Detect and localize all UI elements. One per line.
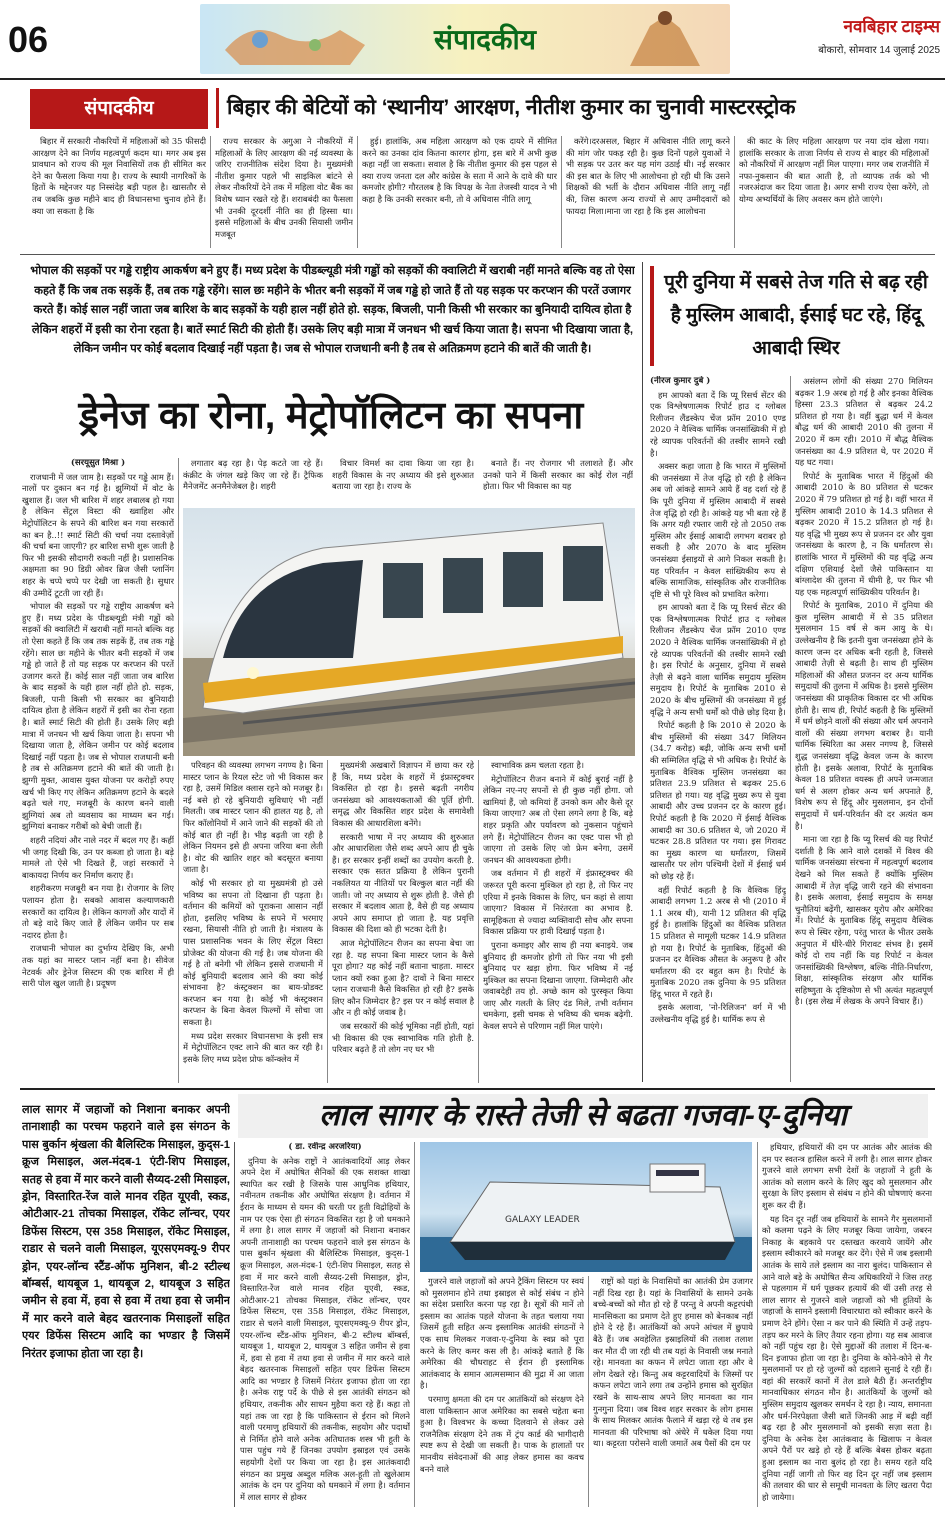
muslim-para: हम आपको बता दें कि प्यू रिसर्च सेंटर की एक विश्लेषणात्मक रिपोर्ट हाउ द ग्लोबल रिलीजन लैंडस्केप चेंज फ्रॉम 2010 एण्ड 2020 ने वैश्विक धार्मिक जनसांख्यिकी में हो रहे व्यापक परिवर्तनों की तस्वीर सामने रखी है। इस रिपोर्ट के अनुसार, दुनिया में सबसे तेज़ी से बढ़ने वाला धार्मिक समुदाय मुस्लिम समुदाय है। रिपोर्ट के मुताबिक 2010 से 2020 के बीच मुस्लिमों की जनसंख्या में हुई वृद्धि ने अन्य सभी धर्मों को पीछे छोड़ दिया है।	[650, 602, 786, 717]
drainage-para: भोपाल की सड़कों पर गड्ढे राष्ट्रीय आकर्षण बने हुए हैं। मध्य प्रदेश के पीडब्ल्यूडी मंत्री गड्ढों को सड़कों की क्वालिटी में खराबी नहीं मानते बल्कि वह तो ऐसा कहते हैं कि जब तक सड़कें हैं, तब तक गड्ढे रहेंगे। साल छः महीने के भीतर बनी सड़कों में जब गड्ढे हो जाते हैं तो यह सड़क पर करप्शन की परतें उजागर करते हैं। कोई साल नहीं जाता जब बारिश के बाद सड़कों के यही हाल नहीं होते हो. सड़क, बिजली, पानी किसी भी सरकार का बुनियादी दायित्व होता है लेकिन शहरों में इसी का रोना रहता है। बातें स्मार्ट सिटी की होती हैं। उसके लिए बड़ी मात्रा में जनधन भी खर्च किया जाता है। सपना भी दिखाया जाता है, लेकिन जमीन पर कोई बदलाव दिखाई नहीं पड़ता है। जब से भोपाल राजधानी बनी है तब से अतिक्रमण हटाने की बातें की जाती है। झुग्गी मुक्त, आवास युक्त योजना पर करोड़ों रुपए खर्च भी किए गए लेकिन अतिक्रमण हटाने के बदले बढ़ते चले गए, मजबूरी के कारण बनने वाली झुग्गियां अब तो व्यवसाय का माध्यम बन गई। झुग्गियां बनाकर गरीबों को बेची जाती हैं।	[22, 601, 174, 832]
redsea-col-4	[762, 1142, 932, 1507]
drainage-para: जब वर्तमान में ही शहरों में इंफ्रास्ट्रक्चर की जरूरत पूरी करना मुश्किल हो रहा है, तो फिर नए एरिया में इनके विकास के लिए, धन कहां से लाया जाएगा? विकास में निरंतरता का अभाव है. सामूहिकता से ज्यादा व्यक्तिवादी सोच और सपना विकास प्रक्रिया पर हावी दिखाई पड़ता है।	[483, 868, 633, 937]
muslim-para: रिपोर्ट कहती है कि 2010 से 2020 के बीच मुस्लिमों की संख्या 347 मिलियन (34.7 करोड़) बढ़ी, जोकि अन्य सभी धर्मों की सम्मिलित वृद्धि से भी अधिक है। रिपोर्ट के मुताबिक वैश्विक मुस्लिम जनसंख्या का प्रतिशत 23.9 प्रतिशत से बढ़कर 25.6 प्रतिशत हो गया। यह वृद्धि मुख्य रूप से युवा आबादी और उच्च प्रजनन दर के कारण हुई। रिपोर्ट कहती है कि 2020 में ईसाई वैश्विक आबादी का 30.6 प्रतिशत थे, जो 2020 में घटकर 28.8 प्रतिशत पर गया। इस गिरावट का मुख्य कारण था धर्मांतरण, जिसमें खासतौर पर लोग पश्चिमी देशों में ईसाई धर्म को छोड़ रहे हैं।	[650, 720, 786, 881]
muslim-col-2	[795, 376, 933, 1082]
divider	[478, 760, 479, 1083]
divider	[588, 1276, 589, 1507]
divider	[642, 262, 643, 1082]
redsea-byline: ( डा. रवीन्द्र अरजरिया)	[288, 1142, 362, 1152]
divider	[210, 136, 211, 248]
divider	[757, 1142, 758, 1507]
drainage-bottom-col-1	[183, 760, 323, 1083]
drainage-bottom-col-3	[483, 760, 633, 1083]
divider	[357, 136, 358, 248]
drainage-top-col-1	[183, 458, 323, 504]
editorial-label: संपादकीय	[30, 89, 208, 129]
drainage-left-column	[22, 458, 174, 1083]
divider	[790, 376, 791, 1082]
drainage-headline: ड्रेनेज का रोना, मेट्रोपॉलिटन का सपना	[78, 395, 584, 437]
redsea-col-3	[593, 1276, 753, 1507]
redsea-headline: लाल सागर के रास्ते तेजी से बढता गजवा-ए-दुनिया	[238, 1094, 928, 1138]
cargo-ship-photo	[420, 1142, 752, 1272]
drainage-para: राजधानी भोपाल का दुर्भाग्य देखिए कि, अभी तक यहां का मास्टर प्लान नहीं बना है। सीवेज नेटवर्क और ड्रेनेज सिस्टम की एक बारिश में ही सारी पोल खुल जाती है। प्रदूषण	[22, 943, 174, 989]
drainage-para: मुख्यमंत्री अखबारों विज्ञापन में छाया कर रहे हैं कि, मध्य प्रदेश के शहरों में इंफ्रास्ट्रक्चर विकसित हो रहा है। इससे बढ़ती नगरीय जनसंख्या को आवश्यकताओं की पूर्ति होगी. समृद्ध और विकसित शहर प्रदेश के समावेशी विकास की आधारशिला बनेंगे।	[332, 760, 474, 828]
drainage-para: लगातार बढ़ रहा है। पेड़ कटते जा रहे हैं। कंक्रीट के जंगल खड़े किए जा रहे हैं। ट्रैफिक मैनेजमेंट अनमैनेजेबल है। शहरी	[183, 458, 323, 492]
muslim-byline: (नीरज कुमार दुबे )	[650, 376, 711, 386]
divider	[178, 458, 179, 1083]
redsea-para: हथियार, हथियारों की दम पर आतंक और आतंक की दम पर स्वतन्त्र हासिल करने में लगी है। लाल सागर होकर गुजरने वाले लगभग सभी देशों के जहाजों ने हूती के आतंक को सलाम करने के लिए खुद को मुसलमान और सुरक्षा के लिए इस्लाम से संबंध न होने की घोषणाएं करना शुरू कर दी हैं।	[762, 1142, 932, 1210]
section-rule	[20, 1088, 935, 1090]
drainage-para: शहरी नदियां और नाले नदर में बदल गए हैं। कहीं भी जगह दिखी कि, उन पर कब्जा हो जाता है। बड़े मामले तो ऐसे भी दिखते हैं, जहां सरकारों ने बाकायदा निर्णय कर निर्माण कराए हैं।	[22, 835, 174, 880]
divider	[734, 136, 735, 248]
drainage-top-col-2	[332, 458, 474, 504]
editorial-col-2	[215, 136, 353, 248]
drainage-top-col-3	[483, 458, 633, 504]
editorial-col-3-para: हुई। हालांकि, अब महिला आरक्षण को एक दायरे में सीमित करने का उनका दांव कितना कारगर होगा, इस बारे में अभी कुछ कहा नहीं जा सकता। सवाल है कि नीतीश कुमार की इस पहल से क्या राज्य जनता दल और कांग्रेस के सता में आने के दावे की धार कमजोर होगी? गौरतलब है कि विपक्ष के नेता तेजस्वी यादव ने भी कहा है कि उनकी सरकार बनी, तो वे अधिवास नीति लागू	[362, 136, 557, 204]
muslim-para: हम आपको बता दें कि प्यू रिसर्च सेंटर की एक विश्लेषणात्मक रिपोर्ट हाउ द ग्लोबल रिलीजन लैंडस्केप चेंज फ्रॉम 2010 एण्ड 2020 ने वैश्विक धार्मिक जनसांख्यिकी में हो रहे व्यापक परिवर्तनों की तस्वीर सामने रखी है।	[650, 389, 786, 458]
redsea-para: गुजरने वाले जहाजों को अपने ट्रैकिंग सिस्टम पर स्वयं को मुसलमान होने तथा इस्राइल से कोई संबंध न होने का संदेश प्रसारित करना पड़ रहा है। सूत्रों की मानें तो इस्लाम का आतंक पहले योजना के तहत चलाया गया जिसमें हूती सहित अन्य इस्लामिक आतंकी संगठनों ने एक साथ मिलकर गजवा-ए-दुनिया के स्वप्न को पूरा करने के लिए कमर कस ली है। आंकड़े बताते हैं कि अमेरिका की चौधराहट से ईरान ही इस्लामिक आतंकवाद के समान आत्मसम्मान की मुद्रा में आ जाता है।	[420, 1276, 584, 1391]
header-rule	[0, 78, 945, 80]
drainage-para: मध्य प्रदेश सरकार विधानसभा के इसी सत्र में मेट्रोपॉलिटन एक्ट लाने की बात कर रही है। इसके लिए मध्य प्रदेश प्रोफ कॉन्क्लेव में	[183, 1030, 323, 1064]
editorial-col-5	[739, 136, 929, 248]
divider	[327, 760, 328, 1083]
redsea-col-1	[240, 1142, 410, 1507]
metro-train-photo	[183, 508, 635, 756]
drainage-para: पुराना कमाइए और साथ ही नया बनाइये. जब बुनियाद ही कमजोर होगी तो फिर नया भी इसी बुनियाद पर खड़ा होगा. फिर भविष्य में नई मुश्किल का सपना दिखाना जाएगा. जिम्मेदारी और जवाबदेही तय हो. अच्छे काम को पुरस्कृत किया जाए और गलती के लिए दंड मिले, तभी वर्तमान चमकेगा, इसी चमक से भविष्य की चमक बढ़ेगी. केवल सपने से परिणाम नहीं मिल पाएंगे।	[483, 939, 633, 1032]
muslim-para: असंलग्न लोगों की संख्या 270 मिलियन बढ़कर 1.9 अरब हो गई है और इनका वैश्विक हिस्सा 23.3 प्रतिशत से बढ़कर 24.2 प्रतिशत हो गया है। वहीं बुद्धा धर्म में केवल बौद्ध धर्म की आबादी 2010 की तुलना में 2020 में कम रही। 2010 में बौद्ध वैश्विक जनसंख्या का 4.9 प्रतिशत थे, पर 2020 में यह घट गया।	[795, 376, 933, 468]
drainage-intro: भोपाल की सड़कों पर गड्ढे राष्ट्रीय आकर्षण बने हुए हैं। मध्य प्रदेश के पीडब्ल्यूडी मंत्री गड्ढों को सड़कों की क्वालिटी में खराबी नहीं मानते बल्कि वह तो ऐसा कहते हैं कि जब तक सड़कें हैं, तब तक गड्ढे रहेंगे। साल छः महीने के भीतर बनी सड़कों में जब गड्ढे हो जाते हैं तो यह सड़क पर करप्शन की परतें उजागर करते हैं। कोई साल नहीं जाता जब बारिश के बाद सड़कों के यही हाल नहीं होते हो. सड़क, बिजली, पानी किसी भी सरकार का बुनियादी दायित्व होता है लेकिन शहरों में इसी का रोना रहता है। बातें स्मार्ट सिटी की होती हैं। उसके लिए बड़ी मात्रा में जनधन भी खर्च किया जाता है। सपना भी दिखाया जाता है, लेकिन जमीन पर कोई बदलाव दिखाई नहीं पड़ता है। जब से भोपाल राजधानी बनी है तब से अतिक्रमण हटाने की बातें की जाती है।	[30, 265, 635, 355]
editorial-col-2-para: राज्य सरकार के अगुआ ने नौकरियों में महिलाओं के लिए आरक्षण की नई व्यवस्था के जरिए राजनीतिक संदेश दिया है। मुख्यमंत्री नीतीश कुमार पहले भी साइकिल बांटने से लेकर नौकरियों देने तक में महिला वोट बैंक का विशेष ध्यान रखते रहे हैं। शराबबंदी का फैसला भी उनकी दूरदर्शी नीति का ही हिस्सा था। इससे महिलाओं के बीच उनकी सियासी जमीन मजबूत	[215, 136, 353, 239]
muslim-para: रिपोर्ट के मुताबिक, 2010 में दुनिया की कुल मुस्लिम आबादी में से 35 प्रतिशत मुसलमान 15 वर्ष से कम आयु के थे। उल्लेखनीय है कि इतनी युवा जनसंख्या होने के कारण जन्म दर अधिक बनी रहती है, जिससे आबादी तेज़ी से बढ़ती है। साथ ही मुस्लिम महिलाओं की औसत प्रजनन दर अन्य धार्मिक समुदायों की तुलना में अधिक है। इससे मुस्लिम जनसंख्या की प्राकृतिक विकास दर भी अधिक होती है। साथ ही, रिपोर्ट कहती है कि मुस्लिमों में धर्म छोड़ने वालों की संख्या और धर्म अपनाने वालों की संख्या लगभग बराबर है। यानी धार्मिक स्थिरिता का असर नगण्य है, जिससे शुद्ध जनसंख्या वृद्धि केवल जन्म के कारण होती है। इसके अलावा, रिपोर्ट के मुताबिक केवल 18 प्रतिशत वयस्क ही अपने जन्मजात धर्म से अलग होकर अन्य धर्म अपनाते हैं, विशेष रूप से हिंदू और मुसलमान, इन दोनों समुदायों में धर्म-परिवर्तन की दर अत्यंत कम है।	[795, 600, 933, 831]
editorial-col-5-para: की काट के लिए महिला आरक्षण पर नया दांव खेला गया। हालांकि सरकार के ताजा निर्णय से राज्य से बाहर की महिलाओं को नौकरियों में आरक्षण नहीं मिल पाएगा। मगर जब राजनीति में नफा-नुकसान की बात आती है, तो व्यापक तर्क को भी नजरअंदाज कर दिया जाता है। अगर सभी राज्य ऐसा करेंगे, तो योग्य अभ्यर्थियों के लिए अवसर कम होते जाएंगे।	[739, 136, 929, 204]
drainage-para: जब सरकारों की कोई भूमिका नहीं होती, यहां भी विकास की एक स्वाभाविक गति होती है. परिवार बढ़ते हैं तो लोग नए घर भी	[332, 1021, 474, 1055]
redsea-pull-quote: लाल सागर में जहाजों को निशाना बनाकर अपनी तानाशाही का परचम फहराने वाले इस संगठन के पास बुर्कान श्रृंखला की बैलिस्टिक मिसाइल, कुद्स-1 क्रूज मिसाइल, अल-मंदब-1 एंटी-शिप मिसाइल, सतह से हवा में मार करने वाली सैय्यद-2सी मिसाइल, ड्रोन, विस्तारित-रेंज वाले मानव रहित यूएवी, स्कड, ओटीआर-21 तोचका मिसाइल, रॉकेट लॉन्चर, एयर डिफेंस सिस्टम, एस 358 मिसाइल, रॉकेट मिसाइल, राडार से चलने वाली मिसाइल, यूएसएमक्यू-9 रीपर ड्रोन, एयर-लॉन्च स्टैंड-ऑफ मुनिशन, बी-2 स्टील्थ बॉम्बर्स, थायबूज 1, थायबूज 2, थायबूज 3 सहित जमीन से हवा में, हवा से हवा में तथा हवा से जमीन में मार करने वाले बेहद खतरनाक मिसाइलों सहित एयर डिफेंस सिस्टम आदि का भण्डार है जिसमें निरंतर इजाफा होता जा रहा है।	[22, 1104, 230, 1360]
drainage-para: स्वाभाविक क्रम चलता रहता है।	[491, 760, 584, 770]
editorial-headline: बिहार की बेटियों को ‘स्थानीय’ आरक्षण, नीतीश कुमार का चुनावी मास्टरस्ट्रोक	[216, 88, 926, 128]
drainage-para: विचार विमर्श का दावा किया जा रहा है। शहरी विकास के नए अध्याय की इसे शुरुआत बताया जा रहा है। राज्य के	[332, 458, 474, 492]
drainage-para: परिवहन की व्यवस्था लगभग नगण्य है। बिना मास्टर प्लान के रियल स्टेट जो भी विकास कर रहा है, उसमें मिडिल क्लास रहने को मजबूर है। नई बसे हो रहे बुनियादी सुविधाएं भी नहीं मिलती। जब मास्टर प्लान की हालत यह है, तो फिर कॉलोनियों में आने जाने की सड़कों की तो कोई बात ही नहीं है। भीड़ बढ़ती जा रही है लेकिन नियमन इसे ही अपना जरिया बना लेती है। वोट की खातिर शहर को बदसूरत बनाया जाता है।	[183, 760, 323, 875]
redsea-para: दुनिया के अनेक राष्ट्रों ने आतंकवादियों आड़ लेकर अपने देश में अघोषित सैनिकों की एक सशक्त शाखा स्थापित कर रखी है जिसके पास आधुनिक हथियार, नवीनतम तकनीक और अघोषित संरक्षण है। वर्तमान में ईरान के माध्यम से यमन की धरती पर हूती विद्रोहियों के नाम पर एक ऐसा ही संगठन विकसित रहा है जो धमकाने में लगा है। लाल सागर में जहाजों को निशाना बनाकर अपनी तानाशाही का परचम फहराने वाले इस संगठन के पास बुर्कान श्रृंखला की बैलिस्टिक मिसाइल, कुद्स-1 क्रूज मिसाइल, अल-मंदब-1 एंटी-शिप मिसाइल, सतह से हवा में मार करने वाली सैय्यद-2सी मिसाइल, ड्रोन, विस्तारित-रेंज वाले मानव रहित यूएवी, स्कड, ओटीआर-21 तोचका मिसाइल, रॉकेट लॉन्चर, एयर डिफेंस सिस्टम, एस 358 मिसाइल, रॉकेट मिसाइल, राडार से चलने वाली मिसाइल, यूएसएमक्यू-9 रीपर ड्रोन, एयर-लॉन्च स्टैंड-ऑफ मुनिशन, बी-2 स्टील्थ बॉम्बर्स, थायबूज 1, थायबूज 2, थायबूज 3 सहित जमीन से हवा में, हवा से हवा में तथा हवा से जमीन में मार करने वाले बेहद खतरनाक मिसाइलों सहित एयर डिफेंस सिस्टम आदि का भण्डार है जिसमें निरंतर इजाफा होता जा रहा है। अनेक राष्ट्र पर्दे के पीछे से इस आतंकी संगठन को हथियार, तकनीक और साधन मुहैया करा रहे हैं। कहा तो यहां तक जा रहा है कि पाकिस्तान से ईरान को मिलने वाली परमाणु हथियारों की तकनीक, सहयोग और पदार्थों से निर्मित होने वाले अनेक अतिघातक शस्त्र भी हूती के पास पहुंच गये हैं जिनका उपयोग इस्राइल एवं उसके सहयोगी देशों पर किया जा रहा है। इस आतंकवादी संगठन का प्रमुख अब्दुल मलिक अल-हूती तो खुलेआम आतंक के दम पर दुनिया को धमकाने में लगा है। वर्तमान में लाल सागर से होकर	[240, 1155, 410, 1502]
drainage-para: शहरीकरण मजबूरी बन गया है। रोजगार के लिए पलायन होता है। सबको आवास कल्याणकारी सरकारों का दायित्व है। लेकिन कागजों और यादों में तो बड़े वादे किए जाते हैं लेकिन जमीन पर सब नदारद होता है।	[22, 883, 174, 940]
drainage-para: सरकारी भाषा में नए अध्याय की शुरुआत और आधारशिला जैसे शब्द अपने आप ही चुके हैं। हर सरकार इन्हीं शब्दों का उपयोग करती है. सरकार एक सतत प्रक्रिया है लेकिन पुरानी नकलियत या नीतियों पर बिल्कुल बात नहीं की जाती। जो नए अध्याय से शुरू होती है. जैसे ही सरकार में बदलाव आता है, वैसे ही यह अध्याय अपने आप समाप्त हो जाता है. यह प्रवृत्ति विकास की दिशा को ही भटका देती है।	[332, 831, 474, 935]
muslim-para: माना जा रहा है कि प्यू रिसर्च की यह रिपोर्ट दर्शाती है कि आने वाले दशकों में विश्व की धार्मिक जनसंख्या संरचना में महत्वपूर्ण बदलाव देखने को मिल सकते हैं क्योंकि मुस्लिम आबादी में तेज़ वृद्धि जारी रहने की संभावना है। इसके अलावा, ईसाई समुदाय के समक्ष चुनौतियां बढ़ेंगी, खासकर यूरोप और अमेरिका में। रिपोर्ट के मुताबिक हिंदू समुदाय वैश्विक रूप से स्थिर रहेगा, परंतु भारत के भीतर उसके अनुपात में धीरे-धीरे गिरावट संभव है। इसमें कोई दो राय नहीं कि यह रिपोर्ट न केवल जनसांख्यिकी विश्लेषण, बल्कि नीति-निर्धारण, शिक्षा, सांस्कृतिक संरक्षण और धार्मिक सहिष्णुता के दृष्टिकोण से भी अत्यंत महत्वपूर्ण है। (इस लेख में लेखक के अपने विचार हैं।)	[795, 834, 933, 1007]
divider	[414, 1142, 415, 1507]
redsea-para: राष्ट्रों को यहां के निवासियों का आतंकी प्रेम उजागर नहीं दिख रहा है। यहां के निवासियों के सामने उनके बच्चे-बच्चों को मौत हो रहे हैं परन्तु वे अपनी कट्टरपंथी मानसिकता का प्रमाण देते हुए हमास को बेनकाब नहीं होने दे रहे हैं। आतंकियों को अपने आंचल में छुपाये बैठे हैं। जब अवहेलित इस्राइलियों की तलाश तलाश कर मौत दी जा रही थी तब यहां के निवासी जश्न मनाते रहे। मानवता का कफन में लपेटा जाता रहा और वे लोग देखते रहे। किन्तु अब कट्टरवादियों के जिस्मों पर कफन लपेटा जाने लगा तब उन्होंने हमास को सुरक्षित रखने के साथ-साथ अपने लिए मानवता का गान गुनगुना दिया। जब विश्व शहर सरकार के लोग हमास के साथ मिलकर आतंक फैलाने में खड़ा रहे थे तब इस मानवता की परिभाषा को अंधेरे में धकेल दिया गया था। कट्टरता परोसने वाली जमातें अब पैसों की दम पर	[593, 1276, 753, 1449]
muslim-para: अक्सर कहा जाता है कि भारत में मुस्लिमों की जनसंख्या में तेज वृद्धि हो रही है लेकिन अब जो आंकड़े सामने आये हैं वह दर्शा रहे हैं कि पूरी दुनिया में मुस्लिम आबादी में सबसे तेज वृद्धि हो रही है। आंकड़े यह भी बता रहे हैं कि अगर यही रफ्तार जारी रहे तो 2050 तक मुस्लिम और ईसाई आबादी लगभग बराबर हो सकती है और 2070 के बाद मुस्लिम जनसंख्या ईसाइयों से आगे निकल सकती है। यह परिवर्तन न केवल सांख्यिकीय रूप से बल्कि सामाजिक, सांस्कृतिक और राजनीतिक दृष्टि से भी पूरे विश्व को प्रभावित करेगा।	[650, 461, 786, 599]
muslim-para: रिपोर्ट के मुताबिक भारत में हिंदुओं की आबादी 2010 के 80 प्रतिशत से घटकर 2020 में 79 प्रतिशत हो गई है। वहीं भारत में मुस्लिम आबादी 2010 के 14.3 प्रतिशत से बढ़कर 2020 में 15.2 प्रतिशत हो गई है। यह वृद्धि भी मुख्य रूप से प्रजनन दर और युवा जनसंख्या के कारण है, न कि धर्मांतरण से। हालांकि भारत में मुस्लिमों की यह वृद्धि अन्य दक्षिण एशियाई देशों जैसे पाकिस्तान या बांग्लादेश की तुलना में धीमी है, पर फिर भी यह एक महत्वपूर्ण सांख्यिकीय परिवर्तन है।	[795, 470, 933, 597]
drainage-para: राजधानी में जल जाम है। सड़कों पर गड्ढे आम हैं। नालों पर दुकान बन गई है। झुग्गियों में वोट के खुशाल हैं। जल भी बारिश में शहर लबालब हो गया है लेकिन सेंट्रल विस्टा की ख्वाहिश और मेट्रोपॉलिटन के सपने की बारिश बन गया सरकारों का बन है..!! स्मार्ट सिटी की चर्चा नया दस्तावेज़ों की चर्चा बना जाएगी? हर बारिश सभी शुरू जाती है फिर भी इसकी सौदागरी रुकती नहीं है। प्रशासनिक अक्षमता का 90 डिग्री ओवर ब्रिज जैसी प्लानिंग शहर के चप्पे चप्पे पर देखी जा सकती है। सुधार की उम्मीदें टूटती जा रही हैं।	[22, 471, 174, 598]
drainage-para: कोई भी सरकार हो या मुख्यमंत्री हो उसे भविष्य का सपना तो दिखाना ही पड़ता है। वर्तमान की कमियों को पूराकना आसान नहीं होता, इसलिए भविष्य के सपने में भरमाए रखना, सियासी नीति हो जाती है। मंत्रालय के पास प्रशासनिक भवन के लिए सेंट्रल विस्टा प्रोजेक्ट की योजना की गई है। जब योजना की गई है तो बनेगी भी लेकिन इससे राजधानी में कोई बुनियादी बदलाव आने की क्या कोई संभावना है? कंस्ट्रक्शन का बाय-प्रोडक्ट करप्शन बन गया है। कोई भी कंस्ट्रक्शन करप्शन के बिना केवल फिल्मों में सोचा जा सकता है।	[183, 877, 323, 1028]
newspaper-brand: नवबिहार टाइम्स	[843, 17, 940, 36]
section-title: संपादकीय	[434, 24, 536, 55]
editorial-col-3	[362, 136, 557, 248]
redsea-para: यह दिन दूर नहीं जब हथियारों के सामने गैर मुसलमानों को कलमा पढ़ने के लिए मजबूर किया जायेगा, जबरन निकाह के बहकावे पर दस्तखत करवाये जायेंगे और इस्लाम स्वीकारने को मजबूर कर देंगे। ऐसे में जब इस्लामी आतंक के साये तले इस्लाम का नारा बुलंद। पाकिस्तान से आने वाले बड़े के अघोषित सैन्य अधिकारियों ने जिस तरह से पहलगाम में धर्म पूछकर हत्यायें की थीं उसी तरह से लाल सागर से गुजरने वाले जहाजों को भी हूतियों के जहाजों के सामने इस्लामी विचारधारा को स्वीकार करने के प्रमाण देने होंगे। ऐसा न कर पाने की स्थिति में उन्हें तड़प-तड़प कर मरने के लिए तैयार रहना होगा। यह सब आवाज को नहीं पहुंच रहा है। ऐसे मुद्दाओं की तलाश में दिन-ब-दिन इजाफा होता जा रहा है। दुनिया के कोने-कोने से गैर मुसलमानों पर हो रहे जुल्मों को दहलाने सुनाई दे रही हैं। वहां की सरकारें कानों में तेल डाले बैठी हैं। अन्तर्राष्ट्रीय मानवाधिकार संगठन मौन है। आतंकियों के जुल्मों को मुस्लिम समुदाय खुलकर समर्थन दे रहा है। न्याय, समानता और धर्म-निरपेक्षता जैसी बातें जिनकी आड़ में बढ़ी वहीं बढ़ रहा है और मुसलमानों को इसकी सज़ा सता है। दुनिया के अनेक देश आतंकवाद के खिलाफ न केवल अपने पैरों पर खड़े हो रहे हैं बल्कि बेबस होकर बढ़ता हुआ इस्लाम का नारा बुलंद हो रहा है। समय रहते यदि दुनिया नहीं जागी तो फिर वह दिन दूर नहीं जब इस्लाम की तलवार की धार से समूची मानवता के लिए खतरा पैदा हो जायेगा।	[762, 1213, 932, 1502]
muslim-para: इसके अलावा, 'नो-रिलिजन' वर्ग में भी उल्लेखनीय वृद्धि हुई है। धार्मिक रूप से	[650, 1002, 786, 1025]
drainage-para: बनाते हैं। नए रोजगार भी तलाशते हैं। और उनको पाने में किसी सरकार का कोई रोल नहीं होता। फिर भी विकास का यह	[483, 458, 633, 492]
section-rule	[20, 254, 935, 255]
dateline: बोकारो, सोमवार 14 जुलाई 2025	[818, 45, 940, 56]
redsea-para: परमाणु क्षमता की दम पर आतंकियों को संरक्षण देने वाला पाकिस्तान आज अमेरिका का सबसे चहेता बना हुआ है। विश्वभर के कच्चा दिलवाने से लेकर उसे राजनैतिक संरक्षण देने तक में ट्रंप कार्ड की भागीदारी स्पष्ट रूप से देखी जा सकती है। पाक के हालातों पर मानवीय संवेदनाओं की आड़ लेकर हमास का कवच बनने वाले	[420, 1393, 584, 1474]
drainage-bottom-col-2	[332, 760, 474, 1083]
svg-text:GALAXY LEADER: GALAXY LEADER	[505, 1215, 580, 1225]
muslim-headline: पूरी दुनिया में सबसे तेज गति से बढ़ रही है मुस्लिम आबादी, ईसाई घट रहे, हिंदू आबादी स्थिर	[650, 266, 932, 366]
drainage-para: आज मेट्रोपॉलिटन रीजन का सपना बेचा जा रहा है. यह सपना बिना मास्टर प्लान के कैसे पूरा होगा? यह कोई नहीं बताना चाहता. मास्टर प्लान क्यों रुका हुआ है? दावों ने बिना मास्टर प्लान राजधानी कैसे विकसित हो रही है? इसके लिए कौन जिम्मेदार है? इस पर न कोई सवाल है और न ही कोई जवाब है।	[332, 937, 474, 1018]
editorial-col-4-para: करेंगे।दरअसल, बिहार में अधिवास नीति लागू करने की मांग जोर पकड़ रही है। कुछ दिनों पहले युवाओं ने भी सड़क पर उतर कर यह मांग उठाई थी। नई सरकार की इस बात के लिए भी आलोचना हो रही थी कि उसने शिक्षकों की भर्ती के दौरान अधिवास नीति लागू नहीं की, जिस कारण अन्य राज्यों से आए उम्मीदवारों को फायदा मिला।माना जा रहा है कि इस आलोचना	[566, 136, 730, 216]
header-map-graphic	[220, 10, 370, 70]
editorial-col-1	[32, 136, 206, 248]
header-figure-graphic	[610, 6, 720, 72]
drainage-byline: (सरयूसुत मिश्रा )	[70, 458, 126, 468]
editorial-col-4	[566, 136, 730, 248]
divider	[561, 136, 562, 248]
page-number: 06	[8, 19, 49, 60]
muslim-para: वहीं रिपोर्ट कहती है कि वैश्विक हिंदू आबादी लगभग 1.2 अरब से भी (2010 में 1.1 अरब थी), यानी 12 प्रतिशत की वृद्धि हुई है। हालांकि हिंदुओं का वैश्विक प्रतिशत 15 प्रतिशत से मामूली घटकर 14.9 प्रतिशत हो गया है। रिपोर्ट के मुताबिक, हिंदुओं की प्रजनन दर वैश्विक औसत के अनुरूप है और धर्मांतरण की दर बहुत कम है। रिपोर्ट के मुताबिक 2020 तक दुनिया के 95 प्रतिशत हिंदू भारत में रहते हैं।	[650, 884, 786, 999]
redsea-col-2	[420, 1276, 584, 1507]
editorial-col-1-para: बिहार में सरकारी नौकरियों में महिलाओं को 35 फीसदी आरक्षण देने का निर्णय महत्वपूर्ण कदम था। मगर अब इस प्रावधान को राज्य की मूल निवासियों तक ही सीमित कर देने का फैसला किया गया है। राज्य के स्थायी नागरिकों के हितों के मद्देनजर यह निस्संदेह बड़ी पहल है। खासतौर से तब जबकि कुछ महीने बाद ही विधानसभा चुनाव होने हैं।क्या जा सकता है कि	[32, 136, 206, 216]
muslim-col-1	[650, 376, 786, 1082]
drainage-para: मेट्रोपॉलिटन रीजन बनाने में कोई बुराई नहीं है लेकिन नए-नए सपनों से ही कुछ नहीं होगा. जो खामियां हैं, जो कमियां हैं उनको कम और कैसे दूर किया जाएगा? अब तो ऐसा लगने लगा है कि, बड़े शहर प्रकृति और पर्यावरण को नुकसान पहुंचाने लगे हैं। मेट्रोपॉलिटन रीजन का एक्ट पास भी हो जाएगा तो उसके लिए जो फ्रेम बनेगा, उसमें जनधन की आवश्यकता होगी।	[483, 773, 633, 865]
divider	[234, 1142, 235, 1507]
